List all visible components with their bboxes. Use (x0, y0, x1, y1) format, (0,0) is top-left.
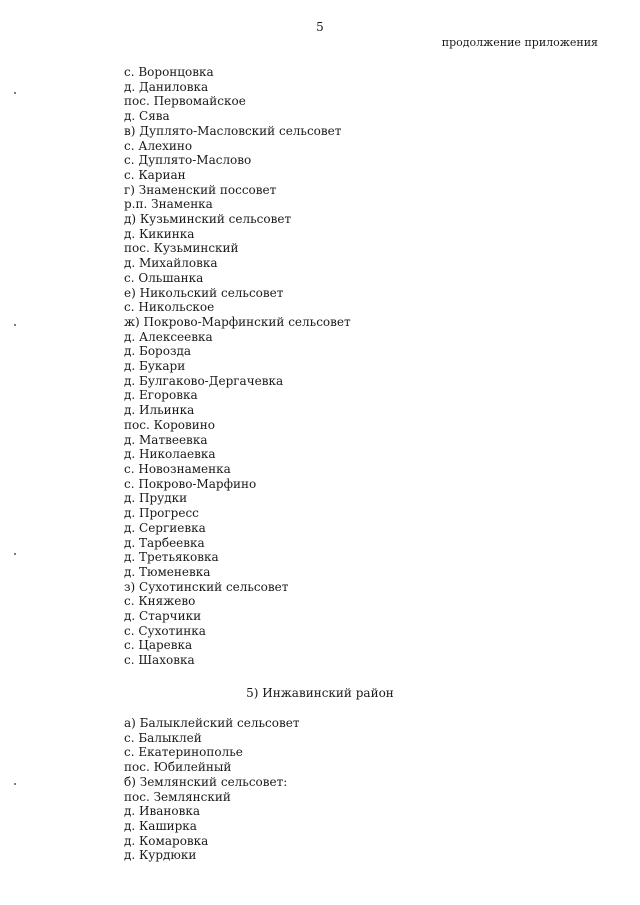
page-number: 5 (316, 20, 324, 34)
margin-dot (14, 92, 16, 94)
list-item: с. Княжево (124, 594, 196, 609)
list-item: с. Балыклей (124, 730, 202, 745)
list-item: д. Егоровка (124, 388, 198, 403)
list-item: д) Кузьминский сельсовет (124, 212, 292, 227)
list-item: с. Покрово-Марфино (124, 476, 257, 491)
list-item: д. Комаровка (124, 833, 209, 848)
settlement-list-inzhavinsky (124, 716, 299, 863)
list-item: с. Дуплято-Маслово (124, 153, 252, 168)
list-item: ж) Покрово-Марфинский сельсовет (124, 314, 351, 329)
list-item: д. Кикинка (124, 226, 195, 241)
list-item: д. Сергиевка (124, 520, 206, 535)
list-item: с. Воронцовка (124, 65, 214, 79)
list-item: пос. Землянский (124, 789, 231, 804)
list-item: е) Никольский сельсовет (124, 285, 284, 300)
list-item: с. Царевка (124, 638, 193, 653)
list-item: с. Никольское (124, 300, 215, 315)
list-item: д. Николаевка (124, 447, 216, 462)
list-item: д. Тарбеевка (124, 535, 205, 550)
margin-dot (14, 553, 16, 555)
list-item: б) Землянский сельсовет: (124, 774, 288, 789)
list-item: д. Сява (124, 109, 170, 124)
list-item: пос. Юбилейный (124, 760, 232, 775)
list-item: д. Прудки (124, 491, 188, 506)
list-item: пос. Первомайское (124, 94, 246, 109)
list-item: в) Дуплято-Масловский сельсовет (124, 123, 342, 138)
list-item: д. Ильинка (124, 403, 195, 418)
list-item: д. Третьяковка (124, 550, 219, 565)
list-item: с. Кариан (124, 167, 186, 182)
list-item: д. Алексеевка (124, 329, 213, 344)
margin-dot (14, 324, 16, 326)
list-item: д. Старчики (124, 609, 202, 624)
list-item: д. Ивановка (124, 804, 201, 819)
list-item: с. Сухотинка (124, 623, 206, 638)
list-item: с. Новознаменка (124, 461, 231, 476)
list-item: р.п. Знаменка (124, 197, 213, 212)
list-item: д. Прогресс (124, 506, 199, 521)
list-item: с. Ольшанка (124, 270, 204, 285)
list-item: с. Шаховка (124, 653, 195, 668)
list-item: д. Михайловка (124, 256, 218, 271)
list-item: д. Даниловка (124, 79, 209, 94)
list-item: д. Курдюки (124, 848, 197, 863)
list-item: д. Каширка (124, 818, 197, 833)
list-item: с. Алехино (124, 138, 193, 153)
list-item: д. Булгаково-Дергачевка (124, 373, 284, 388)
continuation-note: продолжение приложения (441, 36, 598, 49)
list-item: д. Борозда (124, 344, 192, 359)
list-item: с. Екатеринополье (124, 745, 243, 760)
list-item: пос. Коровино (124, 417, 215, 432)
list-item: д. Тюменевка (124, 564, 211, 579)
list-item: д. Матвеевка (124, 432, 208, 447)
list-item: з) Сухотинский сельсовет (124, 579, 289, 594)
list-item: д. Букари (124, 359, 186, 374)
settlement-list-continued (124, 65, 351, 668)
list-item: пос. Кузьминский (124, 241, 239, 256)
list-item: г) Знаменский поссовет (124, 182, 277, 197)
list-item: а) Балыклейский сельсовет (124, 716, 300, 730)
margin-dot (14, 783, 16, 785)
section-heading: 5) Инжавинский район (246, 686, 394, 700)
